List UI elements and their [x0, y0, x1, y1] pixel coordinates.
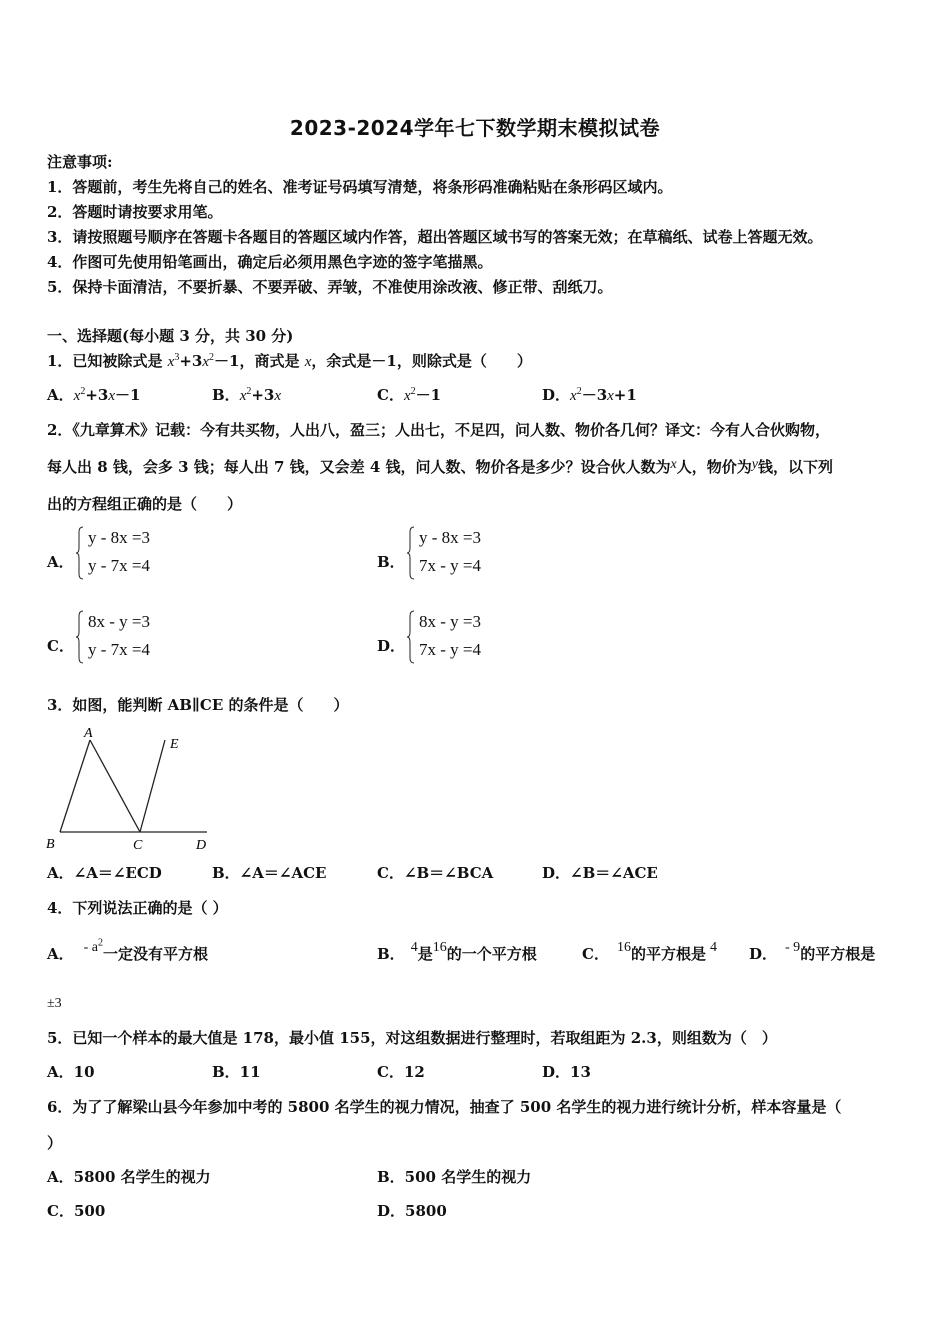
q2-option-d-system[interactable]	[407, 610, 527, 666]
q2-option-b-label[interactable]: B．	[377, 553, 405, 571]
q1-option-c[interactable]: C．$x^2-1$	[377, 386, 442, 404]
q2-option-c-system[interactable]	[76, 610, 196, 666]
line-ce	[140, 740, 165, 832]
question-2-line-1: 2．《九章算术》记载：今有共买物，人出八，盈三；人出七，不足四，问人数、物价各几何？译文：今有人合伙购物，	[47, 421, 830, 439]
brace-icon	[407, 526, 415, 580]
label-e: E	[170, 737, 179, 752]
q4-option-d[interactable]: D． - 9的平方根是	[749, 940, 876, 963]
q3-option-b[interactable]: B．∠A＝∠ACE	[212, 864, 327, 882]
q6-option-b[interactable]: B．500 名学生的视力	[377, 1168, 532, 1186]
brace-icon	[407, 610, 415, 664]
q4-option-b[interactable]: B． 4是16的一个平方根	[377, 940, 537, 963]
label-a: A	[84, 726, 93, 741]
q1-option-b[interactable]: B．$x^2+3x$	[212, 386, 282, 404]
q5-option-a[interactable]: A．10	[47, 1063, 95, 1081]
notice-item-1: 1．答题前，考生先将自己的姓名、准考证号码填写清楚，将条形码准确粘贴在条形码区域内。	[47, 178, 673, 196]
equation-2: y - 7x =4	[88, 640, 150, 659]
question-6-line-1: 6．为了了解梁山县今年参加中考的 5800 名学生的视力情况，抽查了 500 名学生的视力进行统计分析，样本容量是（	[47, 1098, 842, 1116]
q4-option-c[interactable]: C． 16的平方根是 4	[582, 940, 717, 963]
equation-1: 8x - y =3	[419, 612, 481, 631]
notice-heading: 注意事项:	[47, 153, 113, 171]
label-d: D	[196, 838, 207, 853]
question-3: 3．如图，能判断 AB∥CE 的条件是（ ）	[47, 696, 349, 714]
q2-option-a-label[interactable]: A．	[47, 553, 74, 571]
q4-option-a[interactable]: A． - $a^2$一定没有平方根	[47, 937, 209, 963]
q2-option-c-label[interactable]: C．	[47, 637, 74, 655]
question-6-line-2: ）	[47, 1134, 63, 1152]
q2-option-b-system[interactable]	[407, 526, 527, 582]
q3-option-a[interactable]: A．∠A＝∠ECD	[47, 864, 162, 882]
question-2-line-3: 出的方程组正确的是（ ）	[47, 495, 243, 513]
equation-1: y - 8x =3	[88, 528, 150, 547]
q6-option-a[interactable]: A．5800 名学生的视力	[47, 1168, 211, 1186]
section-heading: 一、选择题(每小题 3 分，共 30 分)	[47, 327, 294, 345]
q3-option-d[interactable]: D．∠B＝∠ACE	[542, 864, 658, 882]
q1-option-a[interactable]: A．$x^2+3x-1$	[47, 386, 141, 404]
q4-option-d-continuation: ±3	[47, 996, 62, 1011]
q2-option-d-label[interactable]: D．	[377, 637, 406, 655]
notice-item-2: 2．答题时请按要求用笔。	[47, 203, 223, 221]
q3-option-c[interactable]: C．∠B＝∠BCA	[377, 864, 494, 882]
equation-2: y - 7x =4	[88, 556, 150, 575]
line-ac	[90, 740, 140, 832]
q5-option-b[interactable]: B．11	[212, 1063, 261, 1081]
question-2-line-2: 每人出 8 钱，会多 3 钱；每人出 7 钱，又会差 4 钱，问人数、物价各是多少？设合伙人数为x人，物价为y钱，以下列	[47, 457, 833, 476]
q6-option-c[interactable]: C．500	[47, 1202, 106, 1220]
equation-1: 8x - y =3	[88, 612, 150, 631]
label-c: C	[133, 838, 143, 853]
notice-item-3: 3．请按照题号顺序在答题卡各题目的答题区域内作答，超出答题区域书写的答案无效；在草稿纸、试卷上答题无效。	[47, 228, 823, 246]
equation-2: 7x - y =4	[419, 556, 481, 575]
label-b: B	[46, 837, 55, 852]
brace-icon	[76, 610, 84, 664]
equation-1: y - 8x =3	[419, 528, 481, 547]
geometry-figure	[40, 722, 220, 854]
q5-option-c[interactable]: C．12	[377, 1063, 425, 1081]
brace-icon	[76, 526, 84, 580]
q2-option-a-system[interactable]	[76, 526, 196, 582]
q5-option-d[interactable]: D．13	[542, 1063, 591, 1081]
line-ab	[60, 740, 90, 832]
question-1: 1．已知被除式是 $x^3+3x^2-1$，商式是 x，余式是－1，则除式是（ ）	[47, 352, 532, 370]
notice-item-5: 5．保持卡面清洁，不要折暴、不要弄破、弄皱，不准使用涂改液、修正带、刮纸刀。	[47, 278, 613, 296]
question-5: 5．已知一个样本的最大值是 178，最小值 155，对这组数据进行整理时，若取组距为 2.3，则组数为（ ）	[47, 1029, 777, 1047]
question-4: 4．下列说法正确的是（ ）	[47, 899, 228, 917]
notice-item-4: 4．作图可先使用铅笔画出，确定后必须用黑色字迹的签字笔描黑。	[47, 253, 493, 271]
equation-2: 7x - y =4	[419, 640, 481, 659]
page-title: 2023-2024学年七下数学期末模拟试卷	[289, 116, 661, 140]
q1-option-d[interactable]: D．$x^2-3x+1$	[542, 386, 637, 404]
q6-option-d[interactable]: D．5800	[377, 1202, 447, 1220]
